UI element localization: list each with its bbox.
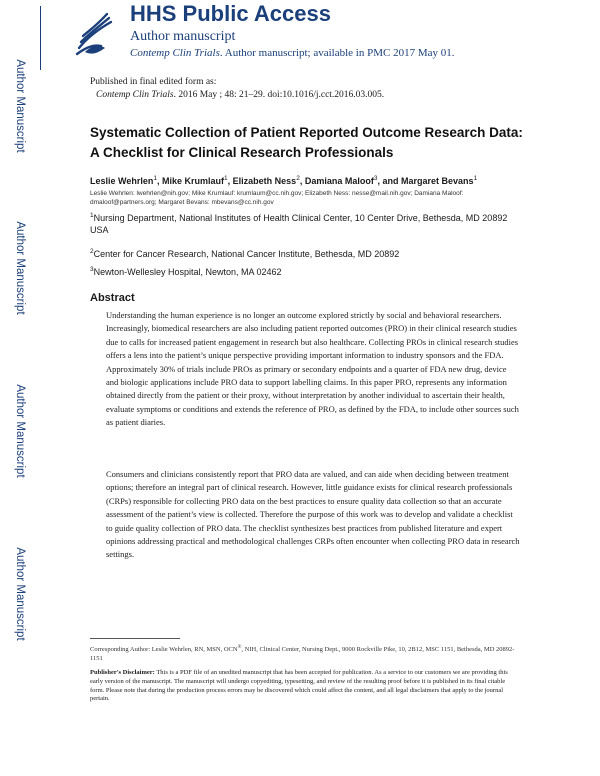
citation	[96, 90, 384, 100]
author-manuscript-subtitle: Author manuscript	[130, 29, 236, 44]
citation-journal: Contemp Clin Trials	[96, 90, 174, 100]
author-affiliation-mark: 1	[473, 175, 478, 182]
author-separator: ,	[299, 176, 305, 186]
author-manuscript-label: Author Manuscript	[14, 547, 26, 641]
registered-mark: ®	[237, 645, 242, 650]
footnote-divider	[90, 638, 180, 639]
corresponding-author-note	[90, 644, 520, 663]
author-manuscript-label: Author Manuscript	[14, 384, 26, 478]
abstract-heading: Abstract	[90, 292, 135, 304]
citation-details: . 2016 May ; 48: 21–29. doi:10.1016/j.cct.2016.03.005.	[173, 90, 385, 100]
author-name: Leslie Wehrlen	[90, 176, 154, 186]
correspondence-prefix: Corresponding Author: Leslie Wehrlen, RN, MSN, OCN	[90, 646, 238, 654]
author-name: Elizabeth Ness	[232, 176, 297, 186]
author-name: Damiana Maloof	[304, 176, 374, 186]
abstract-paragraph: Understanding the human experience is no longer an outcome explored strictly by social and behavioral researchers. Increasingly, biomedical researchers are also including patient reported outcomes (PRO) in their clinical research studies due to calls for increased patient engagement in research but also healthcare. Collecting PROs in clinical research studies offers a lens into the patient’s unique perspective providing important information to industry sponsors and the FDA. Approximately 30% of trials include PROs as primary or secondary endpoints and a quarter of FDA new drug, device and biologic applications include PRO data to support labelling claims. In this paper PRO, represents any information obtained directly from the patient or their proxy, without interpretation by another individual to ascertain their health, evaluate symptoms or conditions and extends the reference of PRO, as defined by the FDA, to include other sources such as patient diaries.	[106, 310, 519, 428]
author-affiliation-mark: 2	[296, 175, 300, 182]
author-name: Mike Krumlauf	[162, 176, 225, 186]
author-affiliation-mark: 3	[373, 175, 378, 182]
author-manuscript-label: Author Manuscript	[14, 59, 26, 153]
affiliation	[90, 264, 520, 278]
hhs-public-access-title: HHS Public Access	[130, 1, 331, 26]
manuscript-availability	[130, 47, 455, 59]
published-label: Published in final edited form as:	[90, 77, 217, 87]
abstract-paragraph: Consumers and clinicians consistently report that PRO data are valued, and can aide when deciding between treatment options; therefore an integral part of clinical research. However, little guidance exists for clinical research professionals (CRPs) responsible for collecting PRO data on the best practices to ensure quality data collection so that an accurate assessment of the patient’s view is collected. Therefore the purpose of this work was to develop and validate a checklist to guide quality collection of PRO data. The checklist synthesizes best practices from published literature and expert opinions addressing practical and methodological challenges CRPs often encounter when collecting PRO data in research settings.	[106, 469, 520, 560]
author-manuscript-label: Author Manuscript	[14, 221, 26, 315]
disclaimer-label: Publisher's Disclaimer:	[90, 669, 155, 676]
affiliation	[90, 210, 520, 236]
affiliation-text: Center for Cancer Research, National Cancer Institute, Bethesda, MD 20892	[93, 249, 400, 259]
author-affiliation-mark: 1	[153, 175, 157, 182]
affiliation-number: 1	[90, 212, 94, 219]
author-affiliation-mark: 1	[224, 175, 228, 182]
availability-text: . Author manuscript; available in PMC 2017 May 01.	[219, 47, 455, 59]
affiliation-number: 3	[90, 266, 94, 273]
journal-name: Contemp Clin Trials	[130, 47, 220, 59]
affiliation-text: Nursing Department, National Institutes of Health Clinical Center, 10 Center Drive, Bethesda, MD 20892 USA	[90, 213, 508, 235]
publisher-disclaimer	[90, 669, 520, 704]
article-title: Systematic Collection of Patient Reported Outcome Research Data: A Checklist for Clinical Research Professionals	[90, 125, 523, 160]
affiliation	[90, 246, 520, 260]
affiliation-number: 2	[90, 248, 94, 255]
author-separator: ,	[156, 176, 162, 186]
author-list	[90, 175, 477, 186]
left-margin-sidebar	[0, 0, 38, 776]
affiliation-text: Newton-Wellesley Hospital, Newton, MA 02462	[93, 267, 282, 277]
author-emails: Leslie Wehrlen: lwehrlen@nih.gov; Mike Krumlauf: krumlaum@cc.nih.gov; Elizabeth Ness: nesse@mail.nih.gov; Damiana Maloof: dmaloof@partners.org; Margaret Bevans: mbevans@cc.nih.gov	[90, 190, 464, 206]
author-separator: , and	[377, 176, 401, 186]
author-name: Margaret Bevans	[400, 176, 474, 186]
correspondence-suffix: , NIH, Clinical Center, Nursing Dept., 9000 Rockville Pike, 10, 2B12, MSC 1151, Bethesda, MD 20892-1151	[90, 646, 515, 662]
disclaimer-text: This is a PDF file of an unedited manuscript that has been accepted for publication. As a service to our customers we are providing this early version of the manuscript. The manuscript will undergo copyediting, typesetting, and review of the resulting proof before it is published in its final citable form. Please note that during the production process errors may be discovered which could affect the content, and all legal disclaimers that apply to the journal pertain.	[90, 669, 508, 703]
header-divider	[40, 6, 41, 70]
author-separator: ,	[227, 176, 233, 186]
hhs-eagle-logo-icon	[71, 8, 117, 62]
